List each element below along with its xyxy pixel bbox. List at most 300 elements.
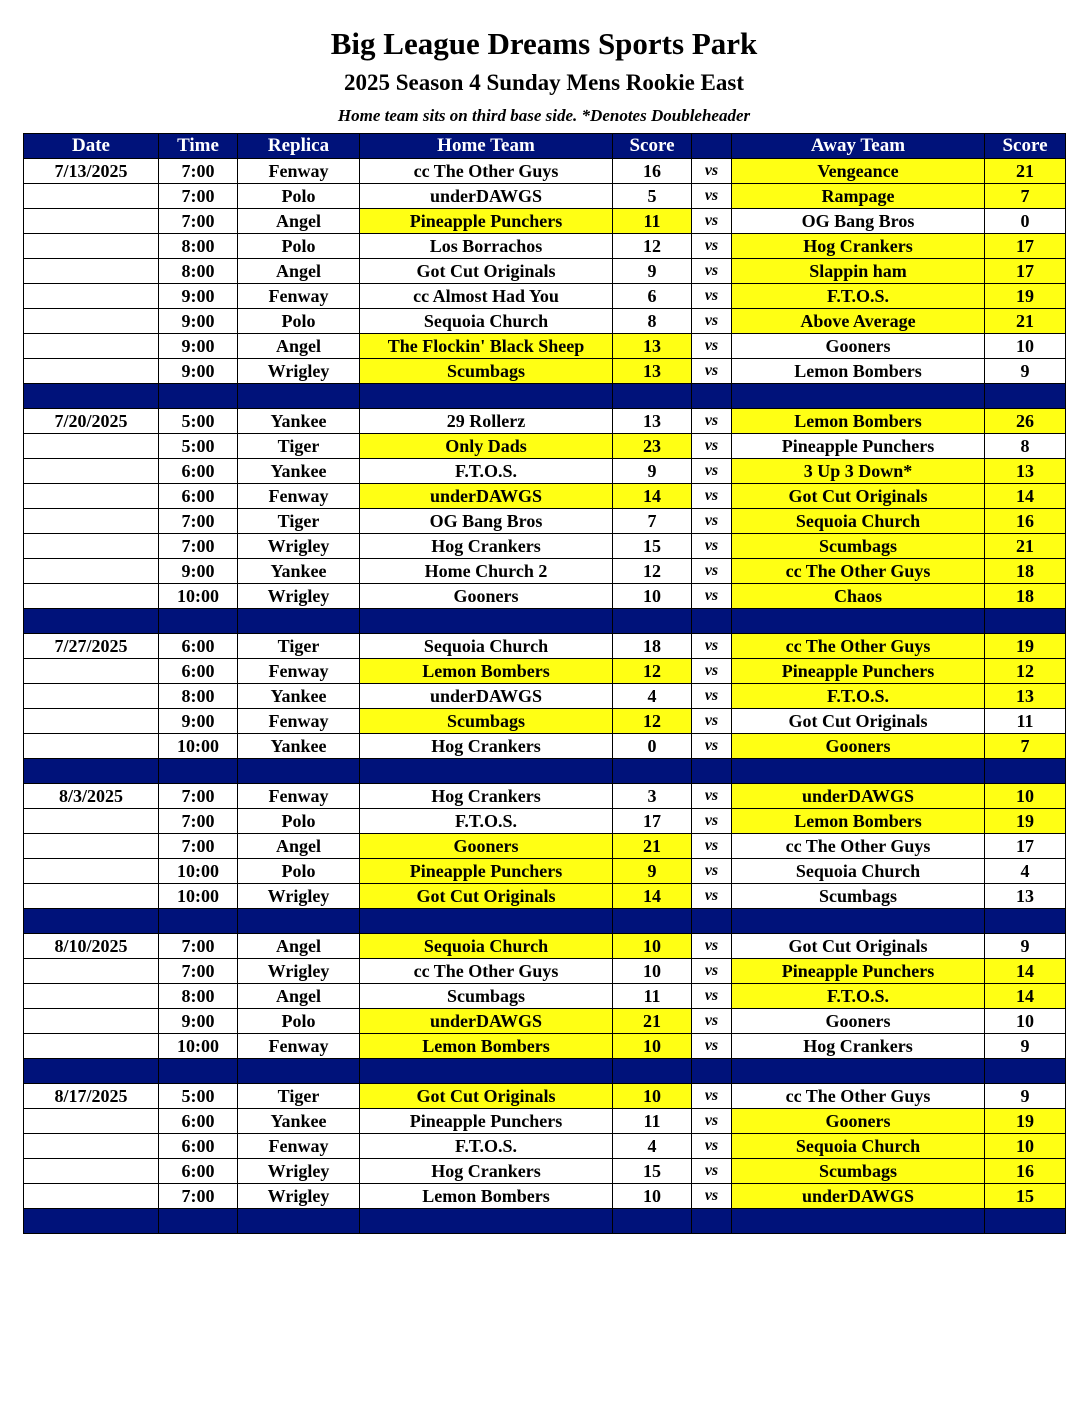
replica-cell: Polo — [238, 1009, 360, 1034]
vs-cell: vs — [692, 434, 732, 459]
separator-cell — [613, 609, 692, 634]
separator-cell — [732, 384, 985, 409]
time-cell: 7:00 — [159, 1184, 238, 1209]
table-row — [24, 1084, 1066, 1109]
vs-cell: vs — [692, 359, 732, 384]
vs-cell: vs — [692, 534, 732, 559]
date-cell — [24, 1009, 159, 1034]
separator-cell — [159, 759, 238, 784]
date-cell — [24, 284, 159, 309]
vs-cell: vs — [692, 634, 732, 659]
replica-cell: Yankee — [238, 459, 360, 484]
replica-cell: Polo — [238, 234, 360, 259]
page-subtitle: 2025 Season 4 Sunday Mens Rookie East — [343, 70, 745, 95]
vs-cell: vs — [692, 659, 732, 684]
page-title: Big League Dreams Sports Park — [330, 26, 758, 61]
date-cell — [24, 1109, 159, 1134]
separator-cell — [613, 384, 692, 409]
home-score-cell: 12 — [613, 234, 692, 259]
table-row — [24, 934, 1066, 959]
home-team-cell: Pineapple Punchers — [360, 859, 613, 884]
separator-cell — [985, 909, 1066, 934]
vs-cell: vs — [692, 209, 732, 234]
home-score-cell: 10 — [613, 1184, 692, 1209]
home-score-cell: 12 — [613, 559, 692, 584]
home-team-cell: Gooners — [360, 834, 613, 859]
vs-cell: vs — [692, 1084, 732, 1109]
home-team-cell: Home Church 2 — [360, 559, 613, 584]
schedule-body — [24, 159, 1066, 1234]
separator-cell — [238, 759, 360, 784]
away-team-cell: F.T.O.S. — [732, 684, 985, 709]
vs-cell: vs — [692, 859, 732, 884]
away-team-cell: cc The Other Guys — [732, 634, 985, 659]
time-cell: 5:00 — [159, 1084, 238, 1109]
separator-cell — [985, 1209, 1066, 1234]
time-cell: 7:00 — [159, 209, 238, 234]
home-score-cell: 6 — [613, 284, 692, 309]
home-team-cell: The Flockin' Black Sheep — [360, 334, 613, 359]
table-row — [24, 259, 1066, 284]
away-team-cell: F.T.O.S. — [732, 284, 985, 309]
home-score-cell: 13 — [613, 334, 692, 359]
away-score-cell: 19 — [985, 809, 1066, 834]
date-cell — [24, 509, 159, 534]
home-team-cell: cc The Other Guys — [360, 959, 613, 984]
date-cell — [24, 984, 159, 1009]
separator-cell — [159, 909, 238, 934]
away-team-cell: Lemon Bombers — [732, 409, 985, 434]
home-team-cell: Sequoia Church — [360, 309, 613, 334]
vs-cell: vs — [692, 459, 732, 484]
away-team-cell: Vengeance — [732, 159, 985, 184]
home-score-cell: 11 — [613, 209, 692, 234]
table-row — [24, 1159, 1066, 1184]
home-score-cell: 15 — [613, 1159, 692, 1184]
table-row — [24, 1034, 1066, 1059]
away-score-cell: 17 — [985, 259, 1066, 284]
table-row — [24, 359, 1066, 384]
time-cell: 5:00 — [159, 434, 238, 459]
away-score-cell: 0 — [985, 209, 1066, 234]
home-team-cell: OG Bang Bros — [360, 509, 613, 534]
col-header-home-team: Home Team — [360, 134, 613, 159]
away-team-cell: Rampage — [732, 184, 985, 209]
home-team-cell: Scumbags — [360, 709, 613, 734]
away-team-cell: Got Cut Originals — [732, 934, 985, 959]
separator-cell — [732, 759, 985, 784]
header-note: Home team sits on third base side. *Denotes Doubleheader — [337, 106, 751, 125]
time-cell: 9:00 — [159, 359, 238, 384]
table-row — [24, 159, 1066, 184]
table-row — [24, 659, 1066, 684]
away-team-cell: Lemon Bombers — [732, 809, 985, 834]
time-cell: 9:00 — [159, 1009, 238, 1034]
replica-cell: Tiger — [238, 634, 360, 659]
date-cell — [24, 809, 159, 834]
table-row — [24, 834, 1066, 859]
vs-cell: vs — [692, 784, 732, 809]
away-score-cell: 12 — [985, 659, 1066, 684]
date-cell — [24, 484, 159, 509]
vs-cell: vs — [692, 159, 732, 184]
replica-cell: Yankee — [238, 684, 360, 709]
date-cell: 8/10/2025 — [24, 934, 159, 959]
home-team-cell: Los Borrachos — [360, 234, 613, 259]
table-row — [24, 784, 1066, 809]
home-score-cell: 14 — [613, 884, 692, 909]
time-cell: 10:00 — [159, 1034, 238, 1059]
vs-cell: vs — [692, 559, 732, 584]
replica-cell: Yankee — [238, 409, 360, 434]
date-cell: 8/17/2025 — [24, 1084, 159, 1109]
time-cell: 6:00 — [159, 1109, 238, 1134]
replica-cell: Angel — [238, 209, 360, 234]
vs-cell: vs — [692, 409, 732, 434]
separator-cell — [360, 759, 613, 784]
table-row — [24, 209, 1066, 234]
home-team-cell: 29 Rollerz — [360, 409, 613, 434]
time-cell: 9:00 — [159, 284, 238, 309]
time-cell: 7:00 — [159, 534, 238, 559]
away-score-cell: 9 — [985, 1034, 1066, 1059]
home-team-cell: Lemon Bombers — [360, 1034, 613, 1059]
home-score-cell: 4 — [613, 1134, 692, 1159]
replica-cell: Fenway — [238, 709, 360, 734]
replica-cell: Fenway — [238, 284, 360, 309]
separator-cell — [24, 609, 159, 634]
time-cell: 7:00 — [159, 784, 238, 809]
table-row — [24, 1134, 1066, 1159]
week-separator-row — [24, 609, 1066, 634]
separator-cell — [985, 609, 1066, 634]
home-team-cell: F.T.O.S. — [360, 1134, 613, 1159]
replica-cell: Yankee — [238, 734, 360, 759]
home-score-cell: 0 — [613, 734, 692, 759]
replica-cell: Wrigley — [238, 884, 360, 909]
date-cell — [24, 884, 159, 909]
week-separator-row — [24, 1209, 1066, 1234]
separator-cell — [692, 909, 732, 934]
vs-cell: vs — [692, 884, 732, 909]
separator-cell — [692, 1209, 732, 1234]
away-team-cell: Slappin ham — [732, 259, 985, 284]
date-cell — [24, 184, 159, 209]
vs-cell: vs — [692, 309, 732, 334]
time-cell: 6:00 — [159, 1159, 238, 1184]
home-score-cell: 10 — [613, 934, 692, 959]
home-score-cell: 14 — [613, 484, 692, 509]
home-score-cell: 18 — [613, 634, 692, 659]
time-cell: 7:00 — [159, 509, 238, 534]
away-team-cell: Pineapple Punchers — [732, 959, 985, 984]
date-cell — [24, 334, 159, 359]
home-score-cell: 3 — [613, 784, 692, 809]
home-score-cell: 15 — [613, 534, 692, 559]
separator-cell — [159, 609, 238, 634]
vs-cell: vs — [692, 1184, 732, 1209]
vs-cell: vs — [692, 709, 732, 734]
date-cell — [24, 534, 159, 559]
away-score-cell: 13 — [985, 684, 1066, 709]
table-row — [24, 584, 1066, 609]
time-cell: 9:00 — [159, 334, 238, 359]
table-row — [24, 1109, 1066, 1134]
vs-cell: vs — [692, 984, 732, 1009]
separator-cell — [692, 1059, 732, 1084]
date-cell — [24, 684, 159, 709]
table-row — [24, 434, 1066, 459]
away-score-cell: 14 — [985, 484, 1066, 509]
table-row — [24, 884, 1066, 909]
home-team-cell: Lemon Bombers — [360, 659, 613, 684]
vs-cell: vs — [692, 484, 732, 509]
away-score-cell: 10 — [985, 1009, 1066, 1034]
away-team-cell: Scumbags — [732, 884, 985, 909]
away-team-cell: Sequoia Church — [732, 1134, 985, 1159]
away-score-cell: 14 — [985, 959, 1066, 984]
time-cell: 7:00 — [159, 159, 238, 184]
time-cell: 6:00 — [159, 484, 238, 509]
date-cell — [24, 959, 159, 984]
time-cell: 9:00 — [159, 559, 238, 584]
replica-cell: Tiger — [238, 509, 360, 534]
vs-cell: vs — [692, 509, 732, 534]
home-team-cell: underDAWGS — [360, 1009, 613, 1034]
away-score-cell: 13 — [985, 459, 1066, 484]
away-score-cell: 19 — [985, 1109, 1066, 1134]
home-score-cell: 13 — [613, 409, 692, 434]
away-team-cell: Scumbags — [732, 1159, 985, 1184]
home-score-cell: 17 — [613, 809, 692, 834]
date-cell — [24, 559, 159, 584]
separator-cell — [985, 1059, 1066, 1084]
separator-cell — [360, 609, 613, 634]
vs-cell: vs — [692, 959, 732, 984]
away-team-cell: Hog Crankers — [732, 1034, 985, 1059]
date-cell — [24, 1159, 159, 1184]
home-team-cell: Lemon Bombers — [360, 1184, 613, 1209]
away-team-cell: Scumbags — [732, 534, 985, 559]
away-score-cell: 16 — [985, 1159, 1066, 1184]
col-header-date: Date — [24, 134, 159, 159]
replica-cell: Angel — [238, 984, 360, 1009]
home-team-cell: Sequoia Church — [360, 934, 613, 959]
home-team-cell: Only Dads — [360, 434, 613, 459]
away-score-cell: 10 — [985, 334, 1066, 359]
table-row — [24, 984, 1066, 1009]
time-cell: 8:00 — [159, 259, 238, 284]
replica-cell: Yankee — [238, 1109, 360, 1134]
replica-cell: Polo — [238, 309, 360, 334]
away-team-cell: Got Cut Originals — [732, 709, 985, 734]
away-team-cell: Lemon Bombers — [732, 359, 985, 384]
time-cell: 7:00 — [159, 184, 238, 209]
away-score-cell: 17 — [985, 834, 1066, 859]
replica-cell: Yankee — [238, 559, 360, 584]
date-cell — [24, 709, 159, 734]
date-cell — [24, 434, 159, 459]
date-cell — [24, 259, 159, 284]
away-score-cell: 11 — [985, 709, 1066, 734]
replica-cell: Wrigley — [238, 1159, 360, 1184]
date-cell — [24, 859, 159, 884]
vs-cell: vs — [692, 1034, 732, 1059]
away-team-cell: Got Cut Originals — [732, 484, 985, 509]
date-cell — [24, 459, 159, 484]
vs-cell: vs — [692, 834, 732, 859]
away-score-cell: 16 — [985, 509, 1066, 534]
separator-cell — [238, 1059, 360, 1084]
vs-cell: vs — [692, 284, 732, 309]
separator-cell — [613, 1209, 692, 1234]
vs-cell: vs — [692, 259, 732, 284]
time-cell: 10:00 — [159, 859, 238, 884]
away-score-cell: 19 — [985, 284, 1066, 309]
date-cell — [24, 1034, 159, 1059]
date-cell: 8/3/2025 — [24, 784, 159, 809]
home-team-cell: Hog Crankers — [360, 1159, 613, 1184]
away-score-cell: 21 — [985, 159, 1066, 184]
away-score-cell: 18 — [985, 559, 1066, 584]
home-score-cell: 9 — [613, 459, 692, 484]
table-row — [24, 234, 1066, 259]
away-score-cell: 8 — [985, 434, 1066, 459]
away-team-cell: cc The Other Guys — [732, 834, 985, 859]
separator-cell — [613, 759, 692, 784]
table-row — [24, 284, 1066, 309]
vs-cell: vs — [692, 234, 732, 259]
vs-cell: vs — [692, 934, 732, 959]
home-team-cell: Sequoia Church — [360, 634, 613, 659]
away-score-cell: 18 — [985, 584, 1066, 609]
date-cell — [24, 659, 159, 684]
home-team-cell: Hog Crankers — [360, 734, 613, 759]
separator-cell — [692, 609, 732, 634]
home-score-cell: 21 — [613, 834, 692, 859]
separator-cell — [238, 909, 360, 934]
away-team-cell: Gooners — [732, 734, 985, 759]
separator-cell — [159, 1059, 238, 1084]
home-team-cell: F.T.O.S. — [360, 459, 613, 484]
away-team-cell: Gooners — [732, 334, 985, 359]
away-score-cell: 26 — [985, 409, 1066, 434]
col-header-away-score: Score — [985, 134, 1066, 159]
home-score-cell: 13 — [613, 359, 692, 384]
table-row — [24, 409, 1066, 434]
away-score-cell: 7 — [985, 734, 1066, 759]
home-score-cell: 8 — [613, 309, 692, 334]
time-cell: 6:00 — [159, 1134, 238, 1159]
home-team-cell: cc Almost Had You — [360, 284, 613, 309]
home-team-cell: Gooners — [360, 584, 613, 609]
home-team-cell: cc The Other Guys — [360, 159, 613, 184]
date-cell — [24, 309, 159, 334]
separator-cell — [159, 1209, 238, 1234]
separator-cell — [360, 1209, 613, 1234]
time-cell: 9:00 — [159, 709, 238, 734]
home-team-cell: Scumbags — [360, 984, 613, 1009]
replica-cell: Polo — [238, 184, 360, 209]
table-row — [24, 1009, 1066, 1034]
replica-cell: Wrigley — [238, 1184, 360, 1209]
away-team-cell: Hog Crankers — [732, 234, 985, 259]
replica-cell: Fenway — [238, 659, 360, 684]
away-team-cell: underDAWGS — [732, 784, 985, 809]
home-score-cell: 10 — [613, 1034, 692, 1059]
home-score-cell: 11 — [613, 984, 692, 1009]
home-score-cell: 9 — [613, 859, 692, 884]
col-header-away-team: Away Team — [732, 134, 985, 159]
home-score-cell: 9 — [613, 259, 692, 284]
vs-cell: vs — [692, 734, 732, 759]
separator-cell — [985, 384, 1066, 409]
away-score-cell: 13 — [985, 884, 1066, 909]
home-score-cell: 11 — [613, 1109, 692, 1134]
separator-cell — [692, 759, 732, 784]
time-cell: 9:00 — [159, 309, 238, 334]
vs-cell: vs — [692, 1109, 732, 1134]
vs-cell: vs — [692, 1009, 732, 1034]
away-team-cell: Gooners — [732, 1109, 985, 1134]
replica-cell: Wrigley — [238, 959, 360, 984]
table-row — [24, 734, 1066, 759]
separator-cell — [159, 384, 238, 409]
away-score-cell: 10 — [985, 784, 1066, 809]
home-team-cell: underDAWGS — [360, 184, 613, 209]
home-score-cell: 10 — [613, 1084, 692, 1109]
home-team-cell: Got Cut Originals — [360, 259, 613, 284]
table-row — [24, 559, 1066, 584]
table-row — [24, 809, 1066, 834]
separator-cell — [732, 609, 985, 634]
away-team-cell: cc The Other Guys — [732, 559, 985, 584]
away-score-cell: 9 — [985, 359, 1066, 384]
table-row — [24, 684, 1066, 709]
home-team-cell: Got Cut Originals — [360, 884, 613, 909]
date-cell — [24, 1134, 159, 1159]
col-header-vs — [692, 134, 732, 159]
date-cell — [24, 834, 159, 859]
home-team-cell: Scumbags — [360, 359, 613, 384]
time-cell: 5:00 — [159, 409, 238, 434]
time-cell: 6:00 — [159, 634, 238, 659]
separator-cell — [24, 1059, 159, 1084]
week-separator-row — [24, 759, 1066, 784]
home-team-cell: underDAWGS — [360, 684, 613, 709]
away-team-cell: 3 Up 3 Down* — [732, 459, 985, 484]
replica-cell: Tiger — [238, 1084, 360, 1109]
time-cell: 8:00 — [159, 234, 238, 259]
date-cell — [24, 209, 159, 234]
vs-cell: vs — [692, 809, 732, 834]
replica-cell: Fenway — [238, 784, 360, 809]
separator-cell — [360, 384, 613, 409]
time-cell: 7:00 — [159, 934, 238, 959]
separator-cell — [24, 1209, 159, 1234]
separator-cell — [238, 1209, 360, 1234]
schedule-table — [23, 133, 1066, 1234]
separator-cell — [732, 1059, 985, 1084]
away-team-cell: cc The Other Guys — [732, 1084, 985, 1109]
home-team-cell: underDAWGS — [360, 484, 613, 509]
away-team-cell: Pineapple Punchers — [732, 659, 985, 684]
date-cell — [24, 734, 159, 759]
home-score-cell: 4 — [613, 684, 692, 709]
time-cell: 8:00 — [159, 984, 238, 1009]
separator-cell — [613, 909, 692, 934]
away-score-cell: 7 — [985, 184, 1066, 209]
